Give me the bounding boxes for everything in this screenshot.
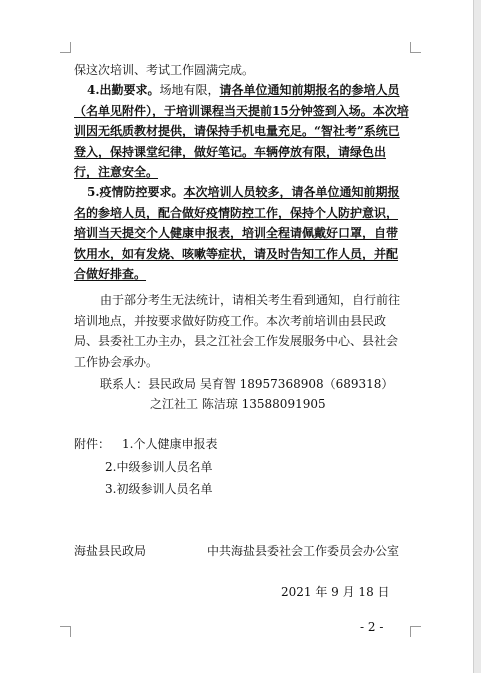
paragraph-notice: 由于部分考生无法统计，请相关考生看到通知，自行前往培训地点，并按要求做好防疫工作。本次考前培训由县民政局、县委社工办主办，县之江社会工作发展服务中心、县社会工作协会承办。 (74, 293, 401, 369)
attachment-item-3: 3.初级参训人员名单 (105, 482, 213, 496)
signature-right: 中共海盐县委社会工作委员会办公室 (207, 544, 400, 558)
page-number: - 2 - (360, 620, 384, 634)
attachment-item-2: 2.中级参训人员名单 (105, 460, 213, 474)
attachments-label: 附件： (74, 437, 111, 451)
attachment-item-1: 1.个人健康申报表 (122, 437, 218, 451)
document-date: 2021 年 9 月 18 日 (281, 585, 390, 599)
attendance-requirements: 请各单位通知前期报名的参培人员（名单见附件），于培训课程当天提前15分钟签到入场。本次培训因无纸质教材提供，请保持手机电量充足。“智社考”系统已登入，保持课堂纪律，做好笔记。车辆停放有限，请绿色出行，注意安全。 (74, 83, 409, 179)
contact-line-2: 之江社工 陈洁琼 13588091905 (150, 397, 326, 411)
paragraph-attendance (74, 80, 409, 183)
signature-left: 海盐县民政局 (74, 544, 147, 558)
crop-mark-bottom-right (410, 626, 421, 637)
contact-line-1: 联系人：县民政局 吴育智 18957368908（689318） (100, 377, 394, 391)
crop-mark-bottom-left (60, 626, 71, 637)
paragraph-epidemic (74, 182, 409, 285)
paragraph-continuation: 保这次培训、考试工作圆满完成。 (74, 63, 255, 77)
attendance-plain-text: 场地有限， (159, 83, 220, 97)
crop-mark-top-left (60, 42, 71, 53)
epidemic-heading: 5.疫情防控要求。 (87, 185, 184, 199)
attendance-heading: 4.出勤要求。 (87, 83, 160, 97)
epidemic-requirements: 本次培训人员较多，请各单位通知前期报名的参培人员，配合做好疫情防控工作，保持个人防护意识，培训当天提交个人健康申报表，培训全程请佩戴好口罩，自带饮用水，如有发烧、咳嗽等症状，请及时告知工作人员，并配合做好排查。 (74, 185, 400, 281)
crop-mark-top-right (410, 42, 421, 53)
